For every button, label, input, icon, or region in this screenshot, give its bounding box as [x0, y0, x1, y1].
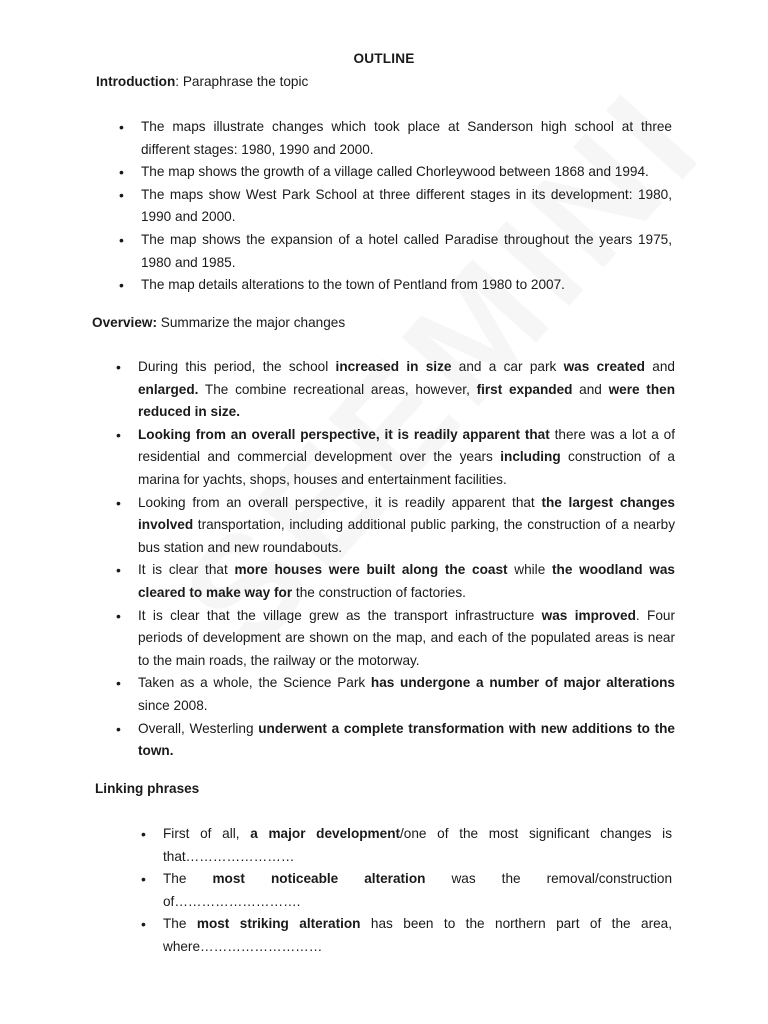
- text-segment: /one of the most significant changes is that……………………: [163, 826, 672, 864]
- bold-phrase: most striking alteration: [196, 916, 361, 932]
- list-item: [138, 718, 675, 763]
- list-item: [138, 672, 675, 717]
- text-segment: there was a lot a of residential and commercial development over the years: [138, 426, 675, 465]
- bold-phrase: Looking from an overall perspective, it is readily apparent that: [138, 426, 550, 442]
- list-item: [141, 274, 672, 297]
- page-title: OUTLINE: [353, 51, 415, 66]
- linking-label: Linking phrases: [95, 781, 200, 796]
- bold-phrase: a major development: [250, 826, 401, 841]
- introduction-list: [141, 116, 672, 297]
- text-segment: while: [507, 562, 552, 578]
- list-item: [141, 161, 672, 184]
- bold-phrase: first expanded: [476, 381, 573, 397]
- introduction-heading: [96, 73, 308, 91]
- text-segment: the construction of factories.: [292, 584, 466, 600]
- text-segment: The map details alterations to the town of Pentland from 1980 to 2007.: [141, 277, 565, 293]
- text-segment: and a car park: [451, 359, 564, 374]
- overview-subtitle: Summarize the major changes: [156, 315, 346, 330]
- text-segment: The maps show West Park School at three different stages in its development: 1980, 1990 and 2000.: [141, 186, 672, 225]
- text-segment: has been to the northern part of the area, where………………………: [163, 916, 672, 954]
- list-item: [141, 229, 672, 274]
- text-segment: The: [163, 916, 197, 932]
- bold-phrase: the largest changes involved: [138, 494, 675, 533]
- text-segment: The map shows the expansion of a hotel called Paradise throughout the years 1975, 1980 and 1985.: [141, 231, 672, 270]
- list-item: [138, 424, 675, 492]
- introduction-subtitle: : Paraphrase the topic: [175, 74, 309, 89]
- text-segment: Overall, Westerling: [138, 720, 259, 736]
- linking-list: [163, 823, 672, 959]
- overview-list: [138, 356, 675, 763]
- list-item: [163, 868, 672, 913]
- list-item: [138, 605, 675, 673]
- text-segment: transportation, including additional public parking, the construction of a nearby bus station and new roundabouts.: [138, 517, 675, 555]
- list-item: [138, 559, 675, 604]
- bold-phrase: enlarged.: [138, 381, 199, 397]
- list-item: [141, 116, 672, 161]
- text-segment: The combine recreational areas, however,: [198, 381, 477, 397]
- introduction-label: Introduction: [96, 74, 176, 89]
- list-item: [141, 184, 672, 229]
- list-item: [138, 492, 675, 560]
- text-segment: and: [644, 359, 675, 374]
- bold-phrase: underwent a complete transformation with new additions to the town.: [138, 720, 675, 759]
- text-segment: The: [163, 871, 213, 887]
- bold-phrase: most noticeable alteration: [212, 871, 426, 887]
- text-segment: and: [572, 381, 609, 397]
- list-item: [163, 913, 672, 958]
- text-segment: During this period, the school: [138, 359, 336, 374]
- text-segment: was the removal/construction of……………………….: [163, 871, 673, 909]
- overview-heading: [92, 314, 345, 332]
- text-segment: construction of a marina for yachts, shops, houses and entertainment facilities.: [138, 449, 675, 487]
- bold-phrase: were then reduced in size.: [138, 381, 675, 420]
- text-segment: The maps illustrate changes which took place at Sanderson high school at three different stages: 1980, 1990 and 2000.: [141, 119, 672, 157]
- linking-heading: [95, 780, 199, 798]
- list-item: [138, 356, 675, 424]
- list-item: [163, 823, 672, 868]
- text-segment: since 2008.: [138, 697, 208, 713]
- text-segment: Taken as a whole, the Science Park: [138, 675, 371, 691]
- bold-phrase: the woodland was cleared to make way for: [138, 562, 675, 600]
- bold-phrase: increased in size: [335, 359, 452, 374]
- text-segment: It is clear that the village grew as the transport infrastructure: [138, 607, 542, 623]
- text-segment: The map shows the growth of a village called Chorleywood between 1868 and 1994.: [141, 164, 649, 180]
- text-segment: First of all,: [163, 826, 251, 841]
- overview-label: Overview:: [92, 315, 157, 330]
- bold-phrase: including: [500, 449, 561, 465]
- text-segment: It is clear that: [138, 562, 235, 578]
- text-segment: . Four periods of development are shown on the map, and each of the populated areas is near to the main roads, the railway or the motorway.: [138, 607, 675, 668]
- bold-phrase: was created: [563, 359, 645, 374]
- text-segment: Looking from an overall perspective, it is readily apparent that: [138, 494, 542, 510]
- bold-phrase: has undergone a number of major alterations: [370, 675, 675, 691]
- bold-phrase: more houses were built along the coast: [234, 562, 508, 578]
- bold-phrase: was improved: [541, 607, 636, 623]
